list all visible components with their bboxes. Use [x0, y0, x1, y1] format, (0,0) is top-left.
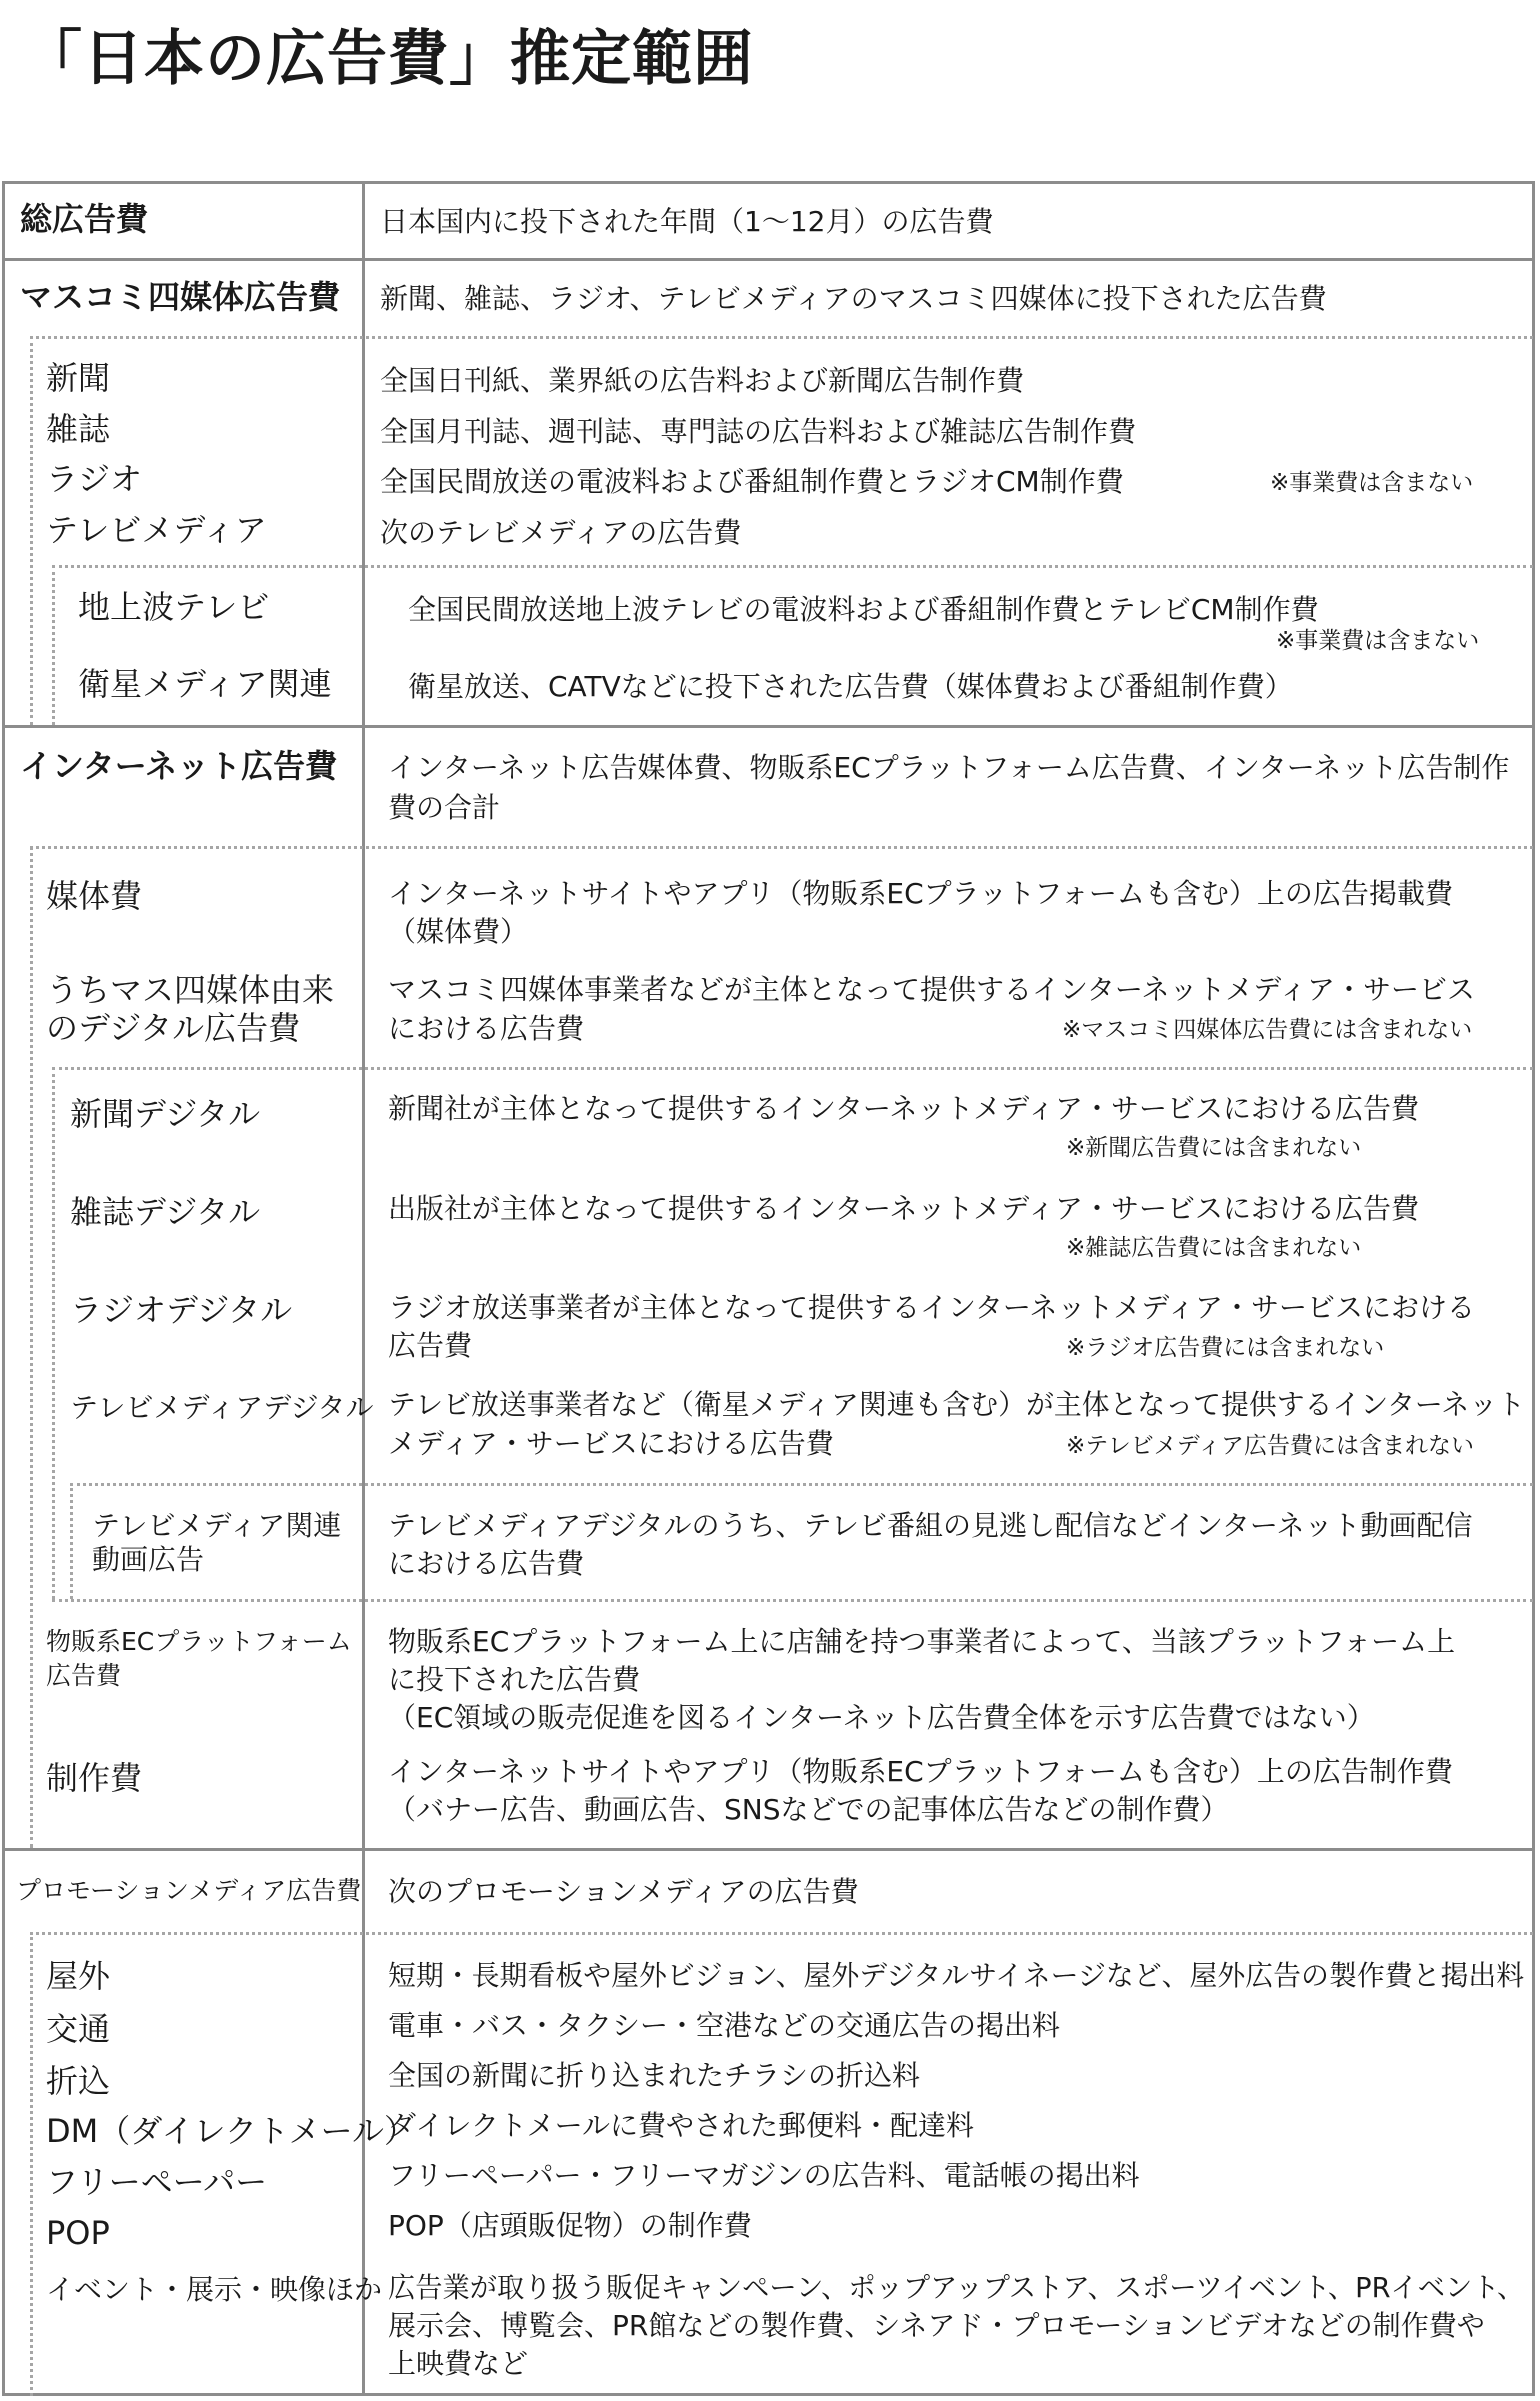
internet-label: インターネット広告費	[20, 747, 338, 785]
media-fee-label: 媒体費	[46, 877, 143, 915]
tv-video-desc-line: における広告費	[388, 1547, 585, 1580]
dotted-bracket	[52, 1067, 55, 1599]
dotted-divider	[30, 846, 1533, 849]
pop-label: POP	[46, 2214, 110, 2252]
tv-digital-desc-line: メディア・サービスにおける広告費	[388, 1427, 834, 1460]
internet-desc-line: 費の合計	[388, 791, 501, 824]
newspaper-desc: 全国日刊紙、業界紙の広告料および新聞広告制作費	[380, 364, 1025, 397]
ec-platform-desc-line: （EC領域の販売促進を図るインターネット広告費全体を示す広告費ではない）	[388, 1701, 1375, 1734]
promotion-desc: 次のプロモーションメディアの広告費	[388, 1875, 859, 1908]
newspaper-digital-note: ※新聞広告費には含まれない	[1066, 1135, 1362, 1161]
mass-digital-label-line: うちマス四媒体由来	[46, 971, 335, 1009]
production-desc-line: インターネットサイトやアプリ（物販系ECプラットフォームも含む）上の広告制作費	[388, 1755, 1453, 1788]
outdoor-label: 屋外	[46, 1957, 111, 1995]
magazine-digital-label: 雑誌デジタル	[70, 1193, 261, 1231]
newspaper-label: 新聞	[46, 359, 111, 397]
dm-desc: ダイレクトメールに費やされた郵便料・配達料	[388, 2109, 975, 2142]
event-desc-line: 広告業が取り扱う販促キャンペーン、ポップアップストア、スポーツイベント、PRイベント、	[388, 2271, 1525, 2304]
media-fee-desc-line: インターネットサイトやアプリ（物販系ECプラットフォームも含む）上の広告掲載費	[388, 877, 1453, 910]
dotted-bracket	[52, 565, 55, 725]
magazine-desc: 全国月刊誌、週刊誌、専門誌の広告料および雑誌広告制作費	[380, 415, 1137, 448]
promotion-label: プロモーションメディア広告費	[16, 1876, 362, 1905]
mass-digital-desc-line: マスコミ四媒体事業者などが主体となって提供するインターネットメディア・サービス	[388, 973, 1475, 1006]
tv-media-label: テレビメディア	[46, 511, 267, 549]
newspaper-digital-desc: 新聞社が主体となって提供するインターネットメディア・サービスにおける広告費	[388, 1092, 1419, 1125]
dm-label: DM（ダイレクトメール）	[46, 2112, 417, 2150]
pop-desc: POP（店頭販促物）の制作費	[388, 2209, 752, 2242]
event-desc-line: 展示会、博覧会、PR館などの製作費、シネアド・プロモーションビデオなどの制作費や	[388, 2309, 1485, 2342]
tv-video-label-line: 動画広告	[92, 1543, 205, 1576]
magazine-digital-desc: 出版社が主体となって提供するインターネットメディア・サービスにおける広告費	[388, 1192, 1419, 1225]
terrestrial-tv-note: ※事業費は含まない	[1276, 628, 1480, 654]
dotted-divider	[70, 1483, 1533, 1486]
newspaper-digital-label: 新聞デジタル	[70, 1095, 261, 1133]
freepaper-desc: フリーペーパー・フリーマガジンの広告料、電話帳の掲出料	[388, 2159, 1140, 2192]
transit-label: 交通	[46, 2010, 111, 2048]
magazine-digital-note: ※雑誌広告費には含まれない	[1066, 1235, 1362, 1261]
dotted-bracket	[30, 1932, 33, 2396]
mass-digital-note: ※マスコミ四媒体広告費には含まれない	[1062, 1017, 1473, 1043]
event-desc-line: 上映費など	[388, 2347, 529, 2380]
tv-digital-label: テレビメディアデジタル	[70, 1391, 374, 1424]
radio-note: ※事業費は含まない	[1270, 470, 1474, 496]
internet-desc-line: インターネット広告媒体費、物販系ECプラットフォーム広告費、インターネット広告制作	[388, 751, 1510, 784]
transit-desc: 電車・バス・タクシー・空港などの交通広告の掲出料	[388, 2009, 1061, 2042]
event-label: イベント・展示・映像ほか	[46, 2273, 383, 2306]
radio-label: ラジオ	[46, 460, 143, 498]
dotted-bracket	[30, 846, 33, 1848]
tv-video-desc-line: テレビメディアデジタルのうち、テレビ番組の見逃し配信などインターネット動画配信	[388, 1509, 1473, 1542]
divider	[2, 725, 1535, 728]
dotted-divider	[52, 1599, 1533, 1602]
page-title: 「日本の広告費」推定範囲	[22, 24, 754, 94]
total-ad-label: 総広告費	[20, 200, 149, 238]
mass-digital-desc-line: における広告費	[388, 1012, 585, 1045]
radio-digital-desc-line: ラジオ放送事業者が主体となって提供するインターネットメディア・サービスにおける	[388, 1291, 1475, 1324]
dotted-divider	[30, 1932, 1533, 1935]
radio-digital-note: ※ラジオ広告費には含まれない	[1066, 1335, 1385, 1361]
ec-platform-desc-line: に投下された広告費	[388, 1663, 641, 1696]
column-divider	[362, 181, 365, 2396]
ec-platform-desc-line: 物販系ECプラットフォーム上に店舗を持つ事業者によって、当該プラットフォーム上	[388, 1625, 1456, 1658]
terrestrial-tv-label: 地上波テレビ	[78, 588, 270, 626]
satellite-label: 衛星メディア関連	[78, 665, 332, 703]
dotted-divider	[30, 336, 1533, 339]
dotted-bracket	[30, 336, 33, 725]
mass4-label: マスコミ四媒体広告費	[20, 278, 341, 316]
production-label: 制作費	[46, 1759, 143, 1797]
insert-label: 折込	[46, 2062, 111, 2100]
mass4-desc: 新聞、雑誌、ラジオ、テレビメディアのマスコミ四媒体に投下された広告費	[380, 282, 1327, 315]
insert-desc: 全国の新聞に折り込まれたチラシの折込料	[388, 2059, 921, 2092]
satellite-desc: 衛星放送、CATVなどに投下された広告費（媒体費および番組制作費）	[408, 670, 1293, 703]
freepaper-label: フリーペーパー	[46, 2163, 268, 2201]
ec-platform-label-line: 物販系ECプラットフォーム	[46, 1627, 352, 1656]
divider	[2, 258, 1535, 261]
tv-video-label-line: テレビメディア関連	[92, 1509, 342, 1542]
tv-digital-desc-line: テレビ放送事業者など（衛星メディア関連も含む）が主体となって提供するインターネット	[388, 1388, 1525, 1421]
production-desc-line: （バナー広告、動画広告、SNSなどでの記事体広告などの制作費）	[388, 1793, 1229, 1826]
tv-digital-note: ※テレビメディア広告費には含まれない	[1066, 1433, 1474, 1459]
media-fee-desc-line: （媒体費）	[388, 915, 529, 948]
radio-desc: 全国民間放送の電波料および番組制作費とラジオCM制作費	[380, 465, 1124, 498]
magazine-label: 雑誌	[46, 410, 111, 448]
mass-digital-label-line: のデジタル広告費	[46, 1009, 301, 1047]
dotted-divider	[52, 1067, 1533, 1070]
terrestrial-tv-desc: 全国民間放送地上波テレビの電波料および番組制作費とテレビCM制作費	[408, 593, 1319, 626]
outdoor-desc: 短期・長期看板や屋外ビジョン、屋外デジタルサイネージなど、屋外広告の製作費と掲出料	[388, 1959, 1525, 1992]
dotted-divider	[52, 565, 1533, 568]
radio-digital-desc-line: 広告費	[388, 1329, 473, 1362]
divider	[2, 1848, 1535, 1851]
radio-digital-label: ラジオデジタル	[70, 1291, 293, 1329]
ec-platform-label-line: 広告費	[46, 1661, 122, 1690]
tv-media-desc: 次のテレビメディアの広告費	[380, 516, 742, 549]
total-ad-desc: 日本国内に投下された年間（1～12月）の広告費	[380, 205, 994, 238]
dotted-bracket	[70, 1483, 73, 1599]
